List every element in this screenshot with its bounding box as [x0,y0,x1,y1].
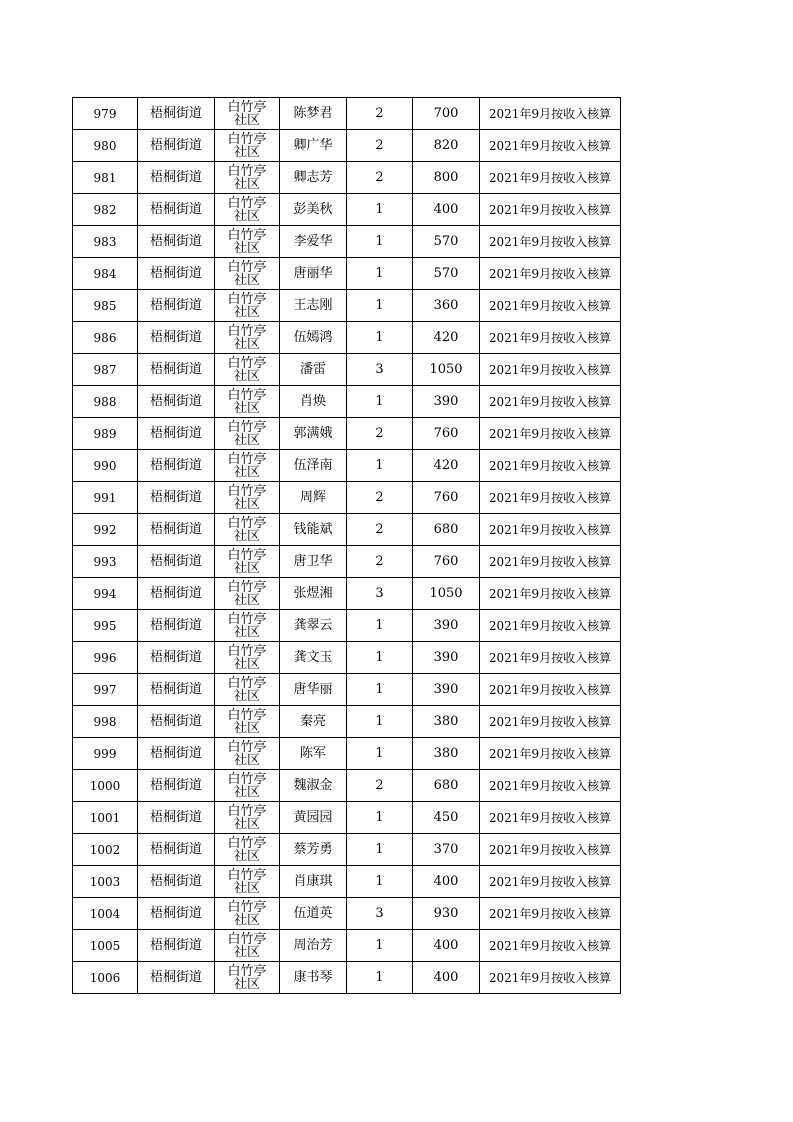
community-cell [215,834,280,866]
row-number-cell: 1003 [73,866,138,898]
amount-cell: 400 [413,866,480,898]
name-cell: 王志刚 [280,290,347,322]
row-number-cell: 979 [73,98,138,130]
row-number-cell: 983 [73,226,138,258]
table-row [73,610,621,642]
household-count-cell: 1 [347,834,413,866]
amount-cell: 390 [413,674,480,706]
street-cell: 梧桐街道 [138,290,215,322]
community-cell [215,802,280,834]
amount-cell: 420 [413,450,480,482]
row-number-cell: 987 [73,354,138,386]
table-row [73,226,621,258]
street-cell: 梧桐街道 [138,162,215,194]
amount-cell: 400 [413,194,480,226]
community-cell [215,162,280,194]
name-cell: 陈军 [280,738,347,770]
amount-cell: 820 [413,130,480,162]
amount-cell: 390 [413,386,480,418]
household-count-cell: 2 [347,770,413,802]
name-cell: 肖焕 [280,386,347,418]
household-count-cell: 2 [347,514,413,546]
note-cell: 2021年9月按收入核算 [480,770,621,802]
note-cell: 2021年9月按收入核算 [480,578,621,610]
household-count-cell: 1 [347,738,413,770]
household-count-cell: 1 [347,386,413,418]
street-cell: 梧桐街道 [138,450,215,482]
household-count-cell: 2 [347,162,413,194]
community-label: 白竹亭社区 [227,547,267,576]
community-label: 白竹亭社区 [227,707,267,736]
amount-cell: 930 [413,898,480,930]
household-count-cell: 1 [347,226,413,258]
household-count-cell: 1 [347,866,413,898]
name-cell: 彭美秋 [280,194,347,226]
note-cell: 2021年9月按收入核算 [480,962,621,994]
community-cell [215,866,280,898]
street-cell: 梧桐街道 [138,514,215,546]
street-cell: 梧桐街道 [138,130,215,162]
table-row [73,770,621,802]
table-row [73,418,621,450]
community-label: 白竹亭社区 [227,611,267,640]
table-row [73,578,621,610]
row-number-cell: 985 [73,290,138,322]
community-label: 白竹亭社区 [227,387,267,416]
household-count-cell: 3 [347,354,413,386]
household-count-cell: 1 [347,802,413,834]
household-count-cell: 3 [347,898,413,930]
amount-cell: 570 [413,258,480,290]
note-cell: 2021年9月按收入核算 [480,514,621,546]
street-cell: 梧桐街道 [138,194,215,226]
street-cell: 梧桐街道 [138,770,215,802]
community-label: 白竹亭社区 [227,899,267,928]
community-label: 白竹亭社区 [227,451,267,480]
street-cell: 梧桐街道 [138,258,215,290]
amount-cell: 760 [413,546,480,578]
name-cell: 肖康琪 [280,866,347,898]
amount-cell: 390 [413,610,480,642]
community-cell [215,194,280,226]
row-number-cell: 1005 [73,930,138,962]
name-cell: 伍嫣鸿 [280,322,347,354]
amount-cell: 360 [413,290,480,322]
table-row [73,290,621,322]
table-row [73,162,621,194]
row-number-cell: 996 [73,642,138,674]
note-cell: 2021年9月按收入核算 [480,450,621,482]
community-cell [215,674,280,706]
table-row [73,738,621,770]
name-cell: 秦亮 [280,706,347,738]
community-cell [215,418,280,450]
community-label: 白竹亭社区 [227,771,267,800]
community-label: 白竹亭社区 [227,99,267,128]
street-cell: 梧桐街道 [138,546,215,578]
community-label: 白竹亭社区 [227,291,267,320]
row-number-cell: 988 [73,386,138,418]
amount-cell: 390 [413,642,480,674]
household-count-cell: 2 [347,98,413,130]
community-cell [215,514,280,546]
household-count-cell: 1 [347,674,413,706]
row-number-cell: 994 [73,578,138,610]
community-label: 白竹亭社区 [227,579,267,608]
household-count-cell: 2 [347,130,413,162]
note-cell: 2021年9月按收入核算 [480,130,621,162]
community-cell [215,290,280,322]
name-cell: 郭满娥 [280,418,347,450]
note-cell: 2021年9月按收入核算 [480,738,621,770]
note-cell: 2021年9月按收入核算 [480,866,621,898]
name-cell: 黄园园 [280,802,347,834]
row-number-cell: 989 [73,418,138,450]
community-label: 白竹亭社区 [227,739,267,768]
table-row [73,802,621,834]
community-cell [215,322,280,354]
row-number-cell: 982 [73,194,138,226]
name-cell: 伍泽南 [280,450,347,482]
community-label: 白竹亭社区 [227,835,267,864]
row-number-cell: 980 [73,130,138,162]
community-cell [215,386,280,418]
street-cell: 梧桐街道 [138,898,215,930]
table-row [73,962,621,994]
community-cell [215,930,280,962]
community-label: 白竹亭社区 [227,355,267,384]
note-cell: 2021年9月按收入核算 [480,930,621,962]
community-label: 白竹亭社区 [227,675,267,704]
note-cell: 2021年9月按收入核算 [480,706,621,738]
community-label: 白竹亭社区 [227,515,267,544]
household-count-cell: 2 [347,482,413,514]
row-number-cell: 1004 [73,898,138,930]
amount-cell: 680 [413,514,480,546]
household-count-cell: 1 [347,450,413,482]
amount-cell: 760 [413,482,480,514]
row-number-cell: 991 [73,482,138,514]
community-cell [215,962,280,994]
name-cell: 潘雷 [280,354,347,386]
note-cell: 2021年9月按收入核算 [480,610,621,642]
amount-cell: 700 [413,98,480,130]
table-row [73,130,621,162]
community-label: 白竹亭社区 [227,131,267,160]
table-row [73,642,621,674]
data-table [72,97,621,994]
row-number-cell: 995 [73,610,138,642]
note-cell: 2021年9月按收入核算 [480,418,621,450]
community-cell [215,258,280,290]
household-count-cell: 1 [347,962,413,994]
community-cell [215,98,280,130]
household-count-cell: 1 [347,706,413,738]
household-count-cell: 2 [347,418,413,450]
household-count-cell: 1 [347,194,413,226]
note-cell: 2021年9月按收入核算 [480,674,621,706]
street-cell: 梧桐街道 [138,98,215,130]
name-cell: 周辉 [280,482,347,514]
community-cell [215,578,280,610]
row-number-cell: 997 [73,674,138,706]
note-cell: 2021年9月按收入核算 [480,386,621,418]
community-cell [215,738,280,770]
row-number-cell: 992 [73,514,138,546]
household-count-cell: 1 [347,930,413,962]
note-cell: 2021年9月按收入核算 [480,98,621,130]
community-cell [215,610,280,642]
amount-cell: 760 [413,418,480,450]
table-row [73,386,621,418]
community-label: 白竹亭社区 [227,867,267,896]
row-number-cell: 1002 [73,834,138,866]
note-cell: 2021年9月按收入核算 [480,258,621,290]
street-cell: 梧桐街道 [138,610,215,642]
table-row [73,194,621,226]
name-cell: 张煜湘 [280,578,347,610]
community-label: 白竹亭社区 [227,259,267,288]
note-cell: 2021年9月按收入核算 [480,354,621,386]
row-number-cell: 1000 [73,770,138,802]
note-cell: 2021年9月按收入核算 [480,162,621,194]
name-cell: 魏淑金 [280,770,347,802]
community-cell [215,482,280,514]
note-cell: 2021年9月按收入核算 [480,322,621,354]
table-row [73,514,621,546]
amount-cell: 800 [413,162,480,194]
community-cell [215,546,280,578]
street-cell: 梧桐街道 [138,834,215,866]
community-cell [215,450,280,482]
row-number-cell: 990 [73,450,138,482]
household-count-cell: 2 [347,546,413,578]
community-cell [215,226,280,258]
name-cell: 龚翠云 [280,610,347,642]
note-cell: 2021年9月按收入核算 [480,194,621,226]
amount-cell: 380 [413,706,480,738]
community-label: 白竹亭社区 [227,419,267,448]
community-label: 白竹亭社区 [227,195,267,224]
community-cell [215,642,280,674]
community-label: 白竹亭社区 [227,227,267,256]
household-count-cell: 1 [347,642,413,674]
note-cell: 2021年9月按收入核算 [480,482,621,514]
amount-cell: 400 [413,930,480,962]
street-cell: 梧桐街道 [138,866,215,898]
household-count-cell: 1 [347,610,413,642]
community-label: 白竹亭社区 [227,483,267,512]
household-count-cell: 1 [347,290,413,322]
street-cell: 梧桐街道 [138,642,215,674]
table-row [73,706,621,738]
community-cell [215,898,280,930]
table-row [73,834,621,866]
name-cell: 周治芳 [280,930,347,962]
street-cell: 梧桐街道 [138,578,215,610]
table-row [73,354,621,386]
street-cell: 梧桐街道 [138,226,215,258]
amount-cell: 400 [413,962,480,994]
community-label: 白竹亭社区 [227,803,267,832]
street-cell: 梧桐街道 [138,482,215,514]
amount-cell: 370 [413,834,480,866]
name-cell: 伍道英 [280,898,347,930]
household-count-cell: 3 [347,578,413,610]
community-cell [215,706,280,738]
table-row [73,322,621,354]
table-row [73,546,621,578]
table-row [73,258,621,290]
note-cell: 2021年9月按收入核算 [480,226,621,258]
table-row [73,674,621,706]
amount-cell: 680 [413,770,480,802]
row-number-cell: 1001 [73,802,138,834]
street-cell: 梧桐街道 [138,738,215,770]
table-row [73,898,621,930]
name-cell: 卿志芳 [280,162,347,194]
community-label: 白竹亭社区 [227,931,267,960]
row-number-cell: 986 [73,322,138,354]
community-label: 白竹亭社区 [227,643,267,672]
street-cell: 梧桐街道 [138,706,215,738]
table-row [73,866,621,898]
amount-cell: 1050 [413,578,480,610]
amount-cell: 450 [413,802,480,834]
community-label: 白竹亭社区 [227,323,267,352]
row-number-cell: 984 [73,258,138,290]
table-body [73,98,621,994]
street-cell: 梧桐街道 [138,962,215,994]
row-number-cell: 981 [73,162,138,194]
community-cell [215,770,280,802]
amount-cell: 380 [413,738,480,770]
note-cell: 2021年9月按收入核算 [480,546,621,578]
table-row [73,482,621,514]
community-label: 白竹亭社区 [227,163,267,192]
street-cell: 梧桐街道 [138,386,215,418]
street-cell: 梧桐街道 [138,674,215,706]
row-number-cell: 998 [73,706,138,738]
household-count-cell: 1 [347,258,413,290]
table-row [73,450,621,482]
name-cell: 龚文玉 [280,642,347,674]
amount-cell: 570 [413,226,480,258]
name-cell: 钱能斌 [280,514,347,546]
name-cell: 唐卫华 [280,546,347,578]
note-cell: 2021年9月按收入核算 [480,290,621,322]
name-cell: 康书琴 [280,962,347,994]
street-cell: 梧桐街道 [138,354,215,386]
row-number-cell: 993 [73,546,138,578]
note-cell: 2021年9月按收入核算 [480,802,621,834]
note-cell: 2021年9月按收入核算 [480,642,621,674]
amount-cell: 1050 [413,354,480,386]
community-cell [215,354,280,386]
row-number-cell: 1006 [73,962,138,994]
household-count-cell: 1 [347,322,413,354]
street-cell: 梧桐街道 [138,418,215,450]
community-label: 白竹亭社区 [227,963,267,992]
street-cell: 梧桐街道 [138,802,215,834]
name-cell: 唐丽华 [280,258,347,290]
name-cell: 唐华丽 [280,674,347,706]
community-cell [215,130,280,162]
table-row [73,98,621,130]
name-cell: 卿广华 [280,130,347,162]
name-cell: 蔡芳勇 [280,834,347,866]
name-cell: 李爱华 [280,226,347,258]
note-cell: 2021年9月按收入核算 [480,898,621,930]
note-cell: 2021年9月按收入核算 [480,834,621,866]
street-cell: 梧桐街道 [138,930,215,962]
street-cell: 梧桐街道 [138,322,215,354]
amount-cell: 420 [413,322,480,354]
name-cell: 陈梦君 [280,98,347,130]
row-number-cell: 999 [73,738,138,770]
table-row [73,930,621,962]
